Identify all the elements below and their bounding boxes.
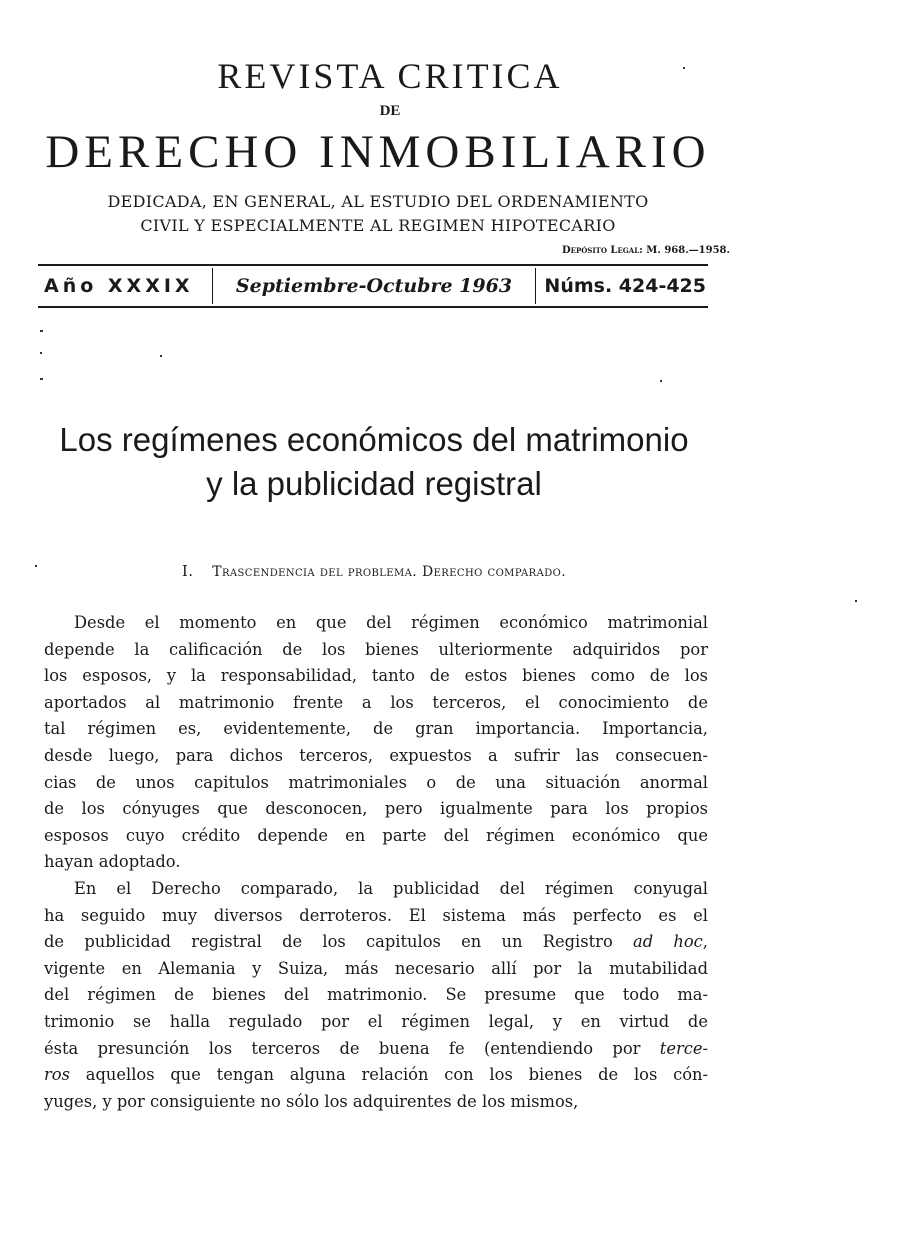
italic-term: terce- xyxy=(659,1038,708,1058)
issue-year: Año XXXIX xyxy=(44,275,194,297)
article-body xyxy=(44,610,708,1115)
journal-subject: DERECHO INMOBILIARIO xyxy=(45,126,711,178)
text-line: desde luego, para dichos terceros, expuestos a sufrir las consecuen- xyxy=(44,745,708,765)
article-title-line: Los regímenes económicos del matrimonio xyxy=(59,421,689,458)
text-line: los esposos, y la responsabilidad, tanto de estos bienes como de los xyxy=(44,666,708,686)
paragraph xyxy=(44,876,708,1115)
text-line: del régimen de bienes del matrimonio. Se presume que todo ma- xyxy=(44,985,708,1005)
issue-bar-top-rule xyxy=(38,264,708,266)
text-line: Desde el momento en que del régimen económico matrimonial xyxy=(74,613,708,632)
text-line: ésta presunción los terceros de buena fe (entendiendo por terce- xyxy=(44,1038,708,1058)
scan-artifact xyxy=(40,352,42,354)
text-line: ha seguido muy diversos derroteros. El sistema más perfecto es el xyxy=(44,905,708,925)
dedication-line: CIVIL Y ESPECIALMENTE AL REGIMEN HIPOTECARIO xyxy=(140,216,616,235)
journal-title: REVISTA CRITICA xyxy=(217,56,563,96)
journal-title-connector: DE xyxy=(379,103,401,119)
scan-artifact xyxy=(855,600,857,602)
dedication-line: DEDICADA, EN GENERAL, AL ESTUDIO DEL ORDENAMIENTO xyxy=(107,192,649,211)
text-line: En el Derecho comparado, la publicidad del régimen conyugal xyxy=(74,878,708,898)
text-line: depende la calificación de los bienes ulteriormente adquiridos por xyxy=(44,639,708,659)
text-line: tal régimen es, evidentemente, de gran importancia. Importancia, xyxy=(44,719,708,739)
text-line: de los cónyuges que desconocen, pero igualmente para los propios xyxy=(44,799,708,819)
text-line: ros aquellos que tengan alguna relación con los bienes de los cón- xyxy=(44,1065,708,1085)
scan-artifact xyxy=(160,355,162,357)
text-line: yuges, y por consiguiente no sólo los adquirentes de los mismos, xyxy=(44,1091,579,1111)
section-heading xyxy=(38,562,710,580)
italic-term: ad hoc xyxy=(633,932,703,952)
text-line: aportados al matrimonio frente a los terceros, el conocimiento de xyxy=(44,692,708,712)
issue-numbers: Núms. 424-425 xyxy=(544,275,706,297)
text-line: cias de unos capitulos matrimoniales o de una situación anormal xyxy=(44,772,708,792)
paragraph xyxy=(44,610,708,876)
scan-artifact xyxy=(40,330,43,332)
text-line: esposos cuyo crédito depende en parte del régimen económico que xyxy=(44,825,708,845)
article-title xyxy=(38,418,710,506)
text-line: hayan adoptado. xyxy=(44,852,181,872)
section-number: I. xyxy=(181,562,194,580)
text-line: de publicidad registral de los capitulos en un Registro ad hoc, xyxy=(44,932,708,952)
scan-artifact xyxy=(660,380,662,382)
issue-date: Septiembre-Octubre 1963 xyxy=(212,268,536,304)
text-line: trimonio se halla regulado por el régimen legal, y en virtud de xyxy=(44,1011,708,1031)
scan-artifact xyxy=(40,378,43,380)
article-title-line: y la publicidad registral xyxy=(206,465,542,502)
issue-bar xyxy=(38,268,708,304)
text-line: vigente en Alemania y Suiza, más necesario allí por la mutabilidad xyxy=(44,958,708,978)
italic-term: ros xyxy=(44,1065,70,1085)
issue-bar-bottom-rule xyxy=(38,306,708,308)
section-title: Trascendencia del problema. Derecho comparado. xyxy=(212,564,567,580)
scan-artifact xyxy=(35,565,37,567)
scan-artifact xyxy=(683,67,685,69)
deposito-legal: Depósito Legal: M. 968.—1958. xyxy=(561,245,730,256)
journal-dedication xyxy=(38,190,718,238)
